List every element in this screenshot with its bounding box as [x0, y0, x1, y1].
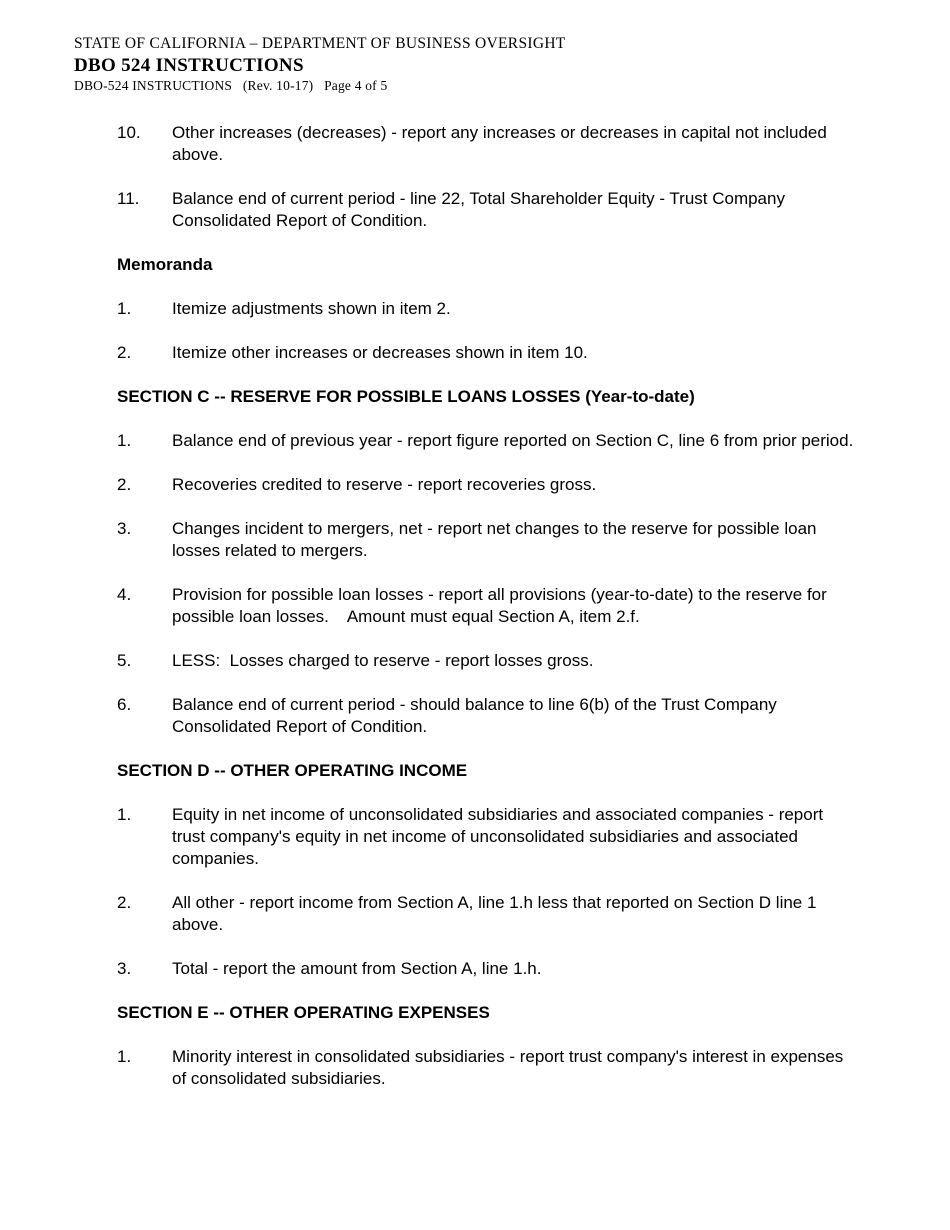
- list-item: [117, 298, 857, 320]
- list-item: [117, 430, 857, 452]
- item-text: Itemize adjustments shown in item 2.: [172, 299, 451, 318]
- list-item: [117, 694, 857, 738]
- item-number: 10.: [117, 123, 141, 142]
- item-text: Balance end of current period - line 22, Total Shareholder Equity - Trust Company Consolidated Report of Condition.: [172, 189, 785, 230]
- item-text: Balance end of previous year - report figure reported on Section C, line 6 from prior period.: [172, 431, 854, 450]
- item-text: Provision for possible loan losses - report all provisions (year-to-date) to the reserve for possible loan losses. Amount must equal Section A, item 2.f.: [172, 585, 832, 626]
- list-item: [117, 474, 857, 496]
- list-item: [117, 188, 857, 232]
- item-text: Balance end of current period - should balance to line 6(b) of the Trust Company Consolidated Report of Condition.: [172, 695, 777, 736]
- item-text: Equity in net income of unconsolidated subsidiaries and associated companies - report trust company's equity in net income of unconsolidated subsidiaries and associated companies.: [172, 805, 824, 868]
- item-text: Minority interest in consolidated subsidiaries - report trust company's interest in expenses of consolidated subsidiaries.: [172, 1047, 844, 1088]
- item-number: 11.: [117, 189, 140, 208]
- list-item: [117, 804, 857, 870]
- item-number: 6.: [117, 695, 132, 714]
- item-number: 1.: [117, 1047, 132, 1066]
- list-item: [117, 650, 857, 672]
- page-header: [74, 34, 566, 95]
- list-item: [117, 584, 857, 628]
- item-number: 5.: [117, 651, 132, 670]
- item-number: 2.: [117, 475, 132, 494]
- header-agency: STATE OF CALIFORNIA – DEPARTMENT OF BUSINESS OVERSIGHT: [74, 35, 566, 52]
- item-text: Total - report the amount from Section A, line 1.h.: [172, 959, 542, 978]
- item-number: 1.: [117, 299, 132, 318]
- list-item: [117, 342, 857, 364]
- list-item: [117, 958, 857, 980]
- item-text: Changes incident to mergers, net - report net changes to the reserve for possible loan losses related to mergers.: [172, 519, 817, 560]
- item-number: 2.: [117, 893, 132, 912]
- item-number: 4.: [117, 585, 132, 604]
- item-number: 3.: [117, 519, 132, 538]
- item-text: Itemize other increases or decreases shown in item 10.: [172, 343, 588, 362]
- header-title: DBO 524 INSTRUCTIONS: [74, 55, 304, 76]
- header-revision-line: DBO-524 INSTRUCTIONS (Rev. 10-17) Page 4 of 5: [74, 78, 388, 93]
- list-item: [117, 122, 857, 166]
- section-c-heading: SECTION C -- RESERVE FOR POSSIBLE LOANS LOSSES (Year-to-date): [117, 387, 695, 406]
- section-e-heading: SECTION E -- OTHER OPERATING EXPENSES: [117, 1003, 490, 1022]
- item-text: LESS: Losses charged to reserve - report losses gross.: [172, 651, 594, 670]
- item-number: 2.: [117, 343, 132, 362]
- instructions-body: [117, 122, 857, 1112]
- section-d-heading: SECTION D -- OTHER OPERATING INCOME: [117, 761, 468, 780]
- list-item: [117, 1046, 857, 1090]
- item-number: 3.: [117, 959, 132, 978]
- item-number: 1.: [117, 805, 132, 824]
- item-text: Other increases (decreases) - report any increases or decreases in capital not included above.: [172, 123, 827, 164]
- list-item: [117, 518, 857, 562]
- list-item: [117, 892, 857, 936]
- item-text: All other - report income from Section A, line 1.h less that reported on Section D line 1 above.: [172, 893, 817, 934]
- item-number: 1.: [117, 431, 132, 450]
- item-text: Recoveries credited to reserve - report recoveries gross.: [172, 475, 597, 494]
- memoranda-heading: Memoranda: [117, 255, 213, 274]
